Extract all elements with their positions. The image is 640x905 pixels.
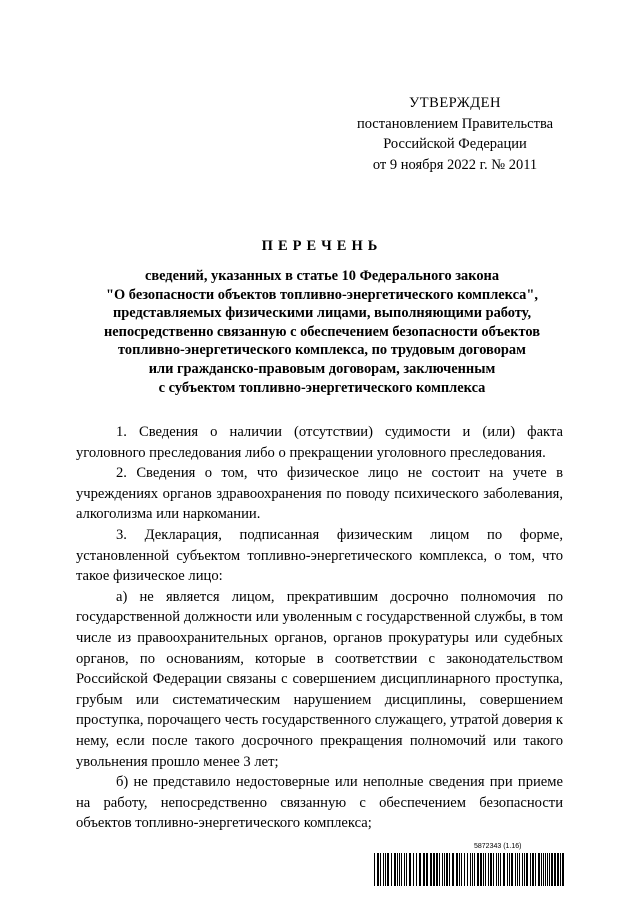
paragraph-item-3: 3. Декларация, подписанная физическим лицом по форме, установленной субъектом топливно-энергетического комплекса, о том, что такое физическое лицо: <box>76 526 563 585</box>
paragraph-item-1: 1. Сведения о наличии (отсутствии) судимости и (или) факта уголовного преследования либо о прекращении уголовного преследования. <box>76 424 563 461</box>
paragraph-subitem-a: а) не является лицом, прекратившим досрочно полномочия по государственной должности или уволенным с государственной службы, в том числе из правоохранительных органов, органов прокуратуры или судебных органов, по основаниям, которые в соответствии с законодательством Российской Федерации связаны с совершением дисциплинарного проступка, грубым или систематическим нарушением дисциплины, совершением проступка, порочащего честь государственного служащего, утратой доверия к нему, если после такого досрочного прекращения полномочий или такого увольнения прошло менее 3 лет; <box>76 588 563 770</box>
subtitle-line: или гражданско-правовым договорам, заключенным <box>148 360 496 377</box>
subtitle-line: сведений, указанных в статье 10 Федерального закона <box>144 268 500 284</box>
paragraph-item-2: 2. Сведения о том, что физическое лицо не состоит на учете в учреждениях органов здравоохранения по поводу психического заболевания, алкоголизма или наркомании. <box>76 465 563 523</box>
approval-line-date: от 9 ноября 2022 г. № 2011 <box>372 156 538 173</box>
barcode-number: 5872343 (1.16) <box>474 843 522 850</box>
subtitle-line: "О безопасности объектов топливно-энергетического комплекса", <box>106 286 538 303</box>
approval-line-federation: Российской Федерации <box>383 136 527 152</box>
barcode-icon <box>374 853 566 886</box>
document-subtitle <box>60 267 584 397</box>
document-barcode <box>374 843 566 887</box>
paragraph-subitem-b: б) не представило недостоверные или неполные сведения при приеме на работу, непосредственно связанную с обеспечением безопасности объектов топливно-энергетического комплекса; <box>76 774 563 832</box>
approval-line-resolution: постановлением Правительства <box>356 115 554 132</box>
subtitle-line: непосредственно связанную с обеспечением безопасности объектов <box>103 323 541 340</box>
document-heading: ПЕРЕЧЕНЬ <box>261 238 383 254</box>
subtitle-line: топливно-энергетического комплекса, по трудовым договорам <box>118 342 526 359</box>
document-body <box>76 422 563 834</box>
subtitle-line: представляемых физическими лицами, выполняющими работу, <box>112 305 532 322</box>
approval-block <box>340 93 570 175</box>
approval-title: УТВЕРЖДЕН <box>409 95 501 111</box>
subtitle-line: с субъектом топливно-энергетического комплекса <box>158 379 486 396</box>
